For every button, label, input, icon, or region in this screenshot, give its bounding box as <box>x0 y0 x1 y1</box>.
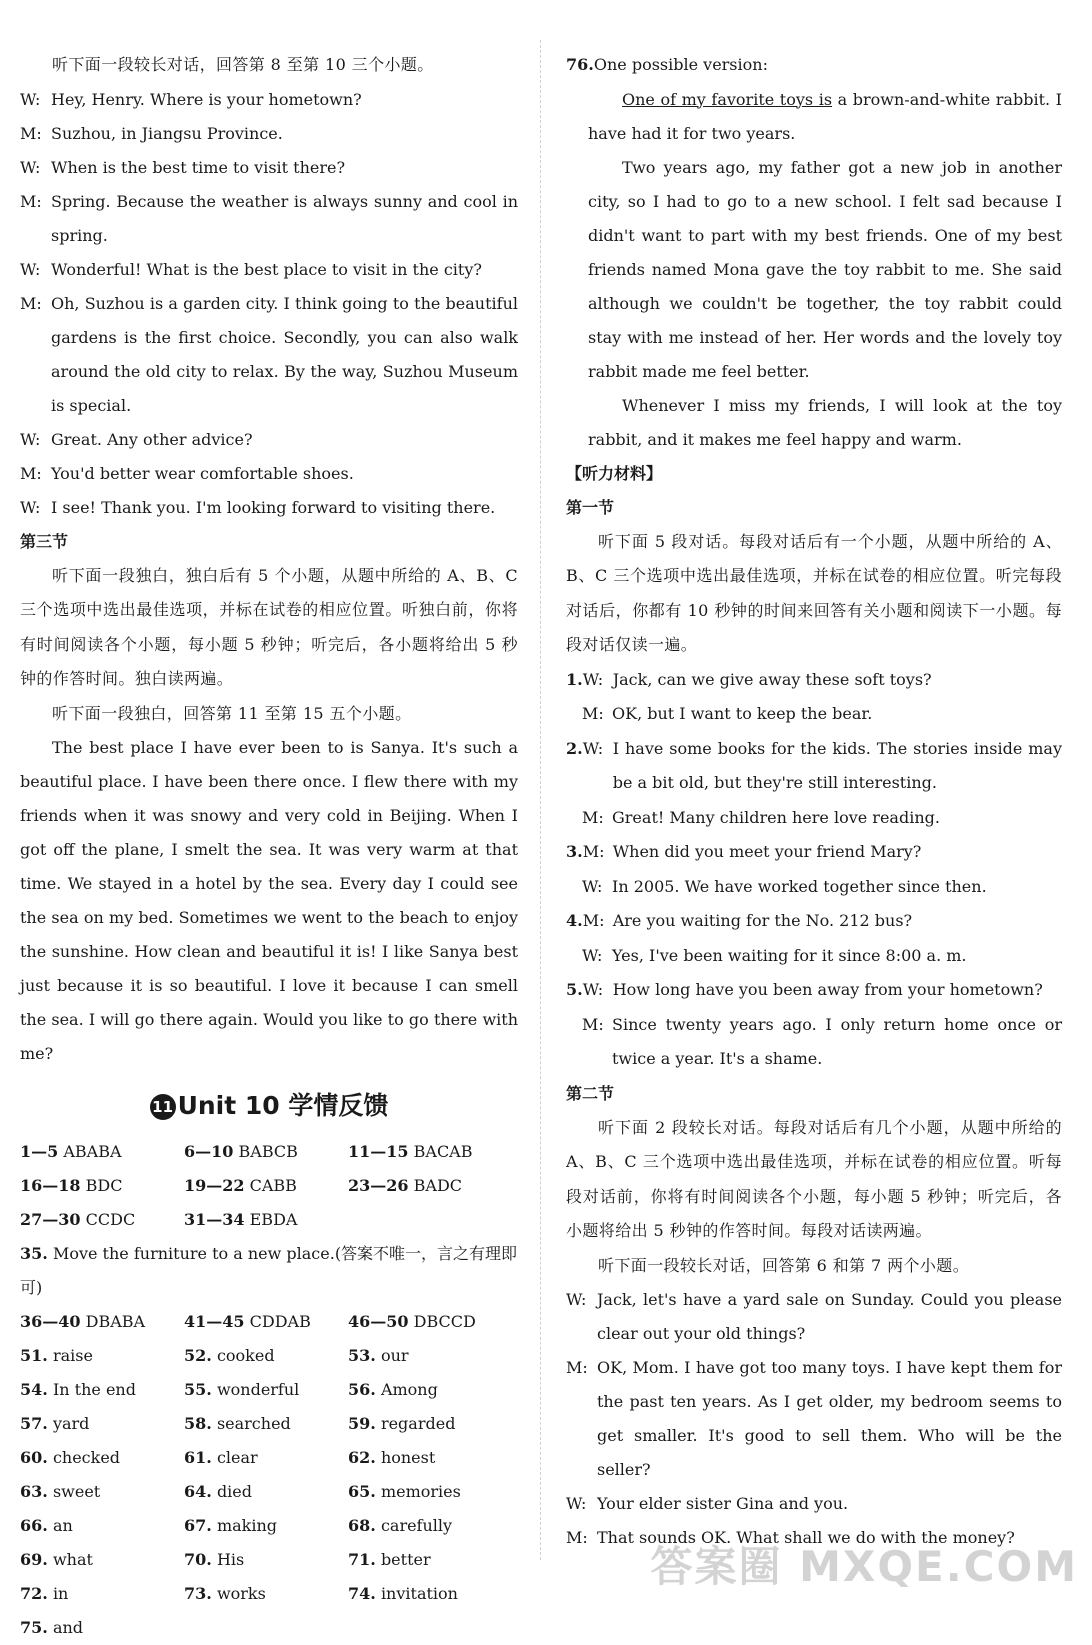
answer-number: 63. <box>20 1482 48 1501</box>
answer-value: wonderful <box>216 1380 300 1399</box>
answer-value: making <box>216 1516 278 1535</box>
dialogue-8-10 <box>20 83 518 525</box>
answer-value: invitation <box>380 1584 458 1603</box>
dialogue-6-7 <box>566 1283 1062 1555</box>
answer-value: His <box>216 1550 245 1569</box>
answer-number: 68. <box>348 1516 376 1535</box>
dialogue-number: 5. <box>566 980 583 999</box>
essay-paragraph-1: One of my favorite toys is a brown-and-white rabbit. I have had it for two years. <box>588 89 1062 143</box>
dialogue-line <box>20 457 518 491</box>
answer-number: 75. <box>20 1618 48 1637</box>
answer-number: 56. <box>348 1380 376 1399</box>
answer-number: 61. <box>184 1448 212 1467</box>
speaker-label: W: <box>566 1290 587 1309</box>
intro-11-15: 听下面一段独白，回答第 11 至第 15 五个小题。 <box>52 703 412 723</box>
answer-number: 41—45 <box>184 1312 245 1331</box>
answer-item <box>184 1407 348 1441</box>
answer-number: 46—50 <box>348 1312 409 1331</box>
right-column <box>566 48 1062 1555</box>
answer-value: yard <box>52 1414 90 1433</box>
essay-paragraph-3: Whenever I miss my friends, I will look at the toy rabbit, and it makes me feel happy and warm. <box>588 395 1062 449</box>
short-dialogue-line <box>566 870 1062 905</box>
answer-number: 58. <box>184 1414 212 1433</box>
dialogue-text: I see! Thank you. I'm looking forward to visiting there. <box>51 497 496 517</box>
answer-item <box>348 1135 518 1169</box>
short-dialogue-line <box>566 1008 1062 1077</box>
answer-item <box>348 1543 518 1577</box>
answer-value: memories <box>380 1482 461 1501</box>
answer-number: 1—5 <box>20 1142 59 1161</box>
answer-number: 6—10 <box>184 1142 234 1161</box>
dialogue-text: Suzhou, in Jiangsu Province. <box>51 123 283 143</box>
answer-number: 51. <box>20 1346 48 1365</box>
dialogue-text: I have some books for the kids. The stories inside may be a bit old, but they're still interesting. <box>612 738 1062 792</box>
unit-number-badge: 11 <box>150 1094 176 1120</box>
answer-number: 70. <box>184 1550 212 1569</box>
dialogue-line <box>566 1283 1062 1351</box>
answer-item <box>184 1441 348 1475</box>
short-dialogue-line <box>566 904 1062 939</box>
dialogue-text: Great! Many children here love reading. <box>612 807 940 827</box>
answer-item <box>348 1611 518 1645</box>
answer-number: 66. <box>20 1516 48 1535</box>
answer-value: died <box>216 1482 253 1501</box>
dialogue-line <box>20 253 518 287</box>
dialogue-text: That sounds OK. What shall we do with the money? <box>597 1528 1015 1547</box>
answer-value: DBCCD <box>413 1312 476 1331</box>
answer-value: what <box>52 1550 93 1569</box>
monologue-text: The best place I have ever been to is Sanya. It's such a beautiful place. I have been there once. I flew there with my friends when it was snowy and very cold in Beijing. When I got off the plane, I smelt the sea. It was very warm at that time. We stayed in a hotel by the sea. Every day I could see the sea on my bed. Sometimes we went to the beach to enjoy the sunshine. How clean and beautiful it is! I like Sanya best just because it is so beautiful. I love it because I can smell the sea. I will go there again. Would you like to go there with me? <box>20 738 518 1063</box>
speaker-label: W: <box>582 876 603 896</box>
answer-item <box>20 1407 184 1441</box>
dialogue-text: When is the best time to visit there? <box>51 157 346 177</box>
essay-underlined-phrase: One of my favorite toys is <box>622 89 833 109</box>
answer-item <box>184 1509 348 1543</box>
dialogue-line <box>20 287 518 423</box>
answer-number: 57. <box>20 1414 48 1433</box>
speaker-label: M: <box>582 1014 604 1034</box>
answer-value: DBABA <box>85 1312 146 1331</box>
answer-value: In the end <box>52 1380 136 1399</box>
answer-number: 62. <box>348 1448 376 1467</box>
answer-item <box>20 1169 184 1203</box>
intro-6-7: 听下面一段较长对话，回答第 6 和第 7 两个小题。 <box>598 1255 970 1275</box>
answer-value: CABB <box>249 1176 297 1195</box>
answer-item <box>348 1169 518 1203</box>
answer-number: 60. <box>20 1448 48 1467</box>
answer-value: clear <box>216 1448 258 1467</box>
speaker-label: W: <box>20 157 41 177</box>
essay-paragraph-2: Two years ago, my father got a new job in another city, so I had to go to a new school. I felt sad because I didn't want to part with my best friends. One of my best friends named Mona gave the toy rabbit to me. She said although we couldn't be together, the toy rabbit could stay with me instead of her. Her words and the lovely toy rabbit made me feel better. <box>588 157 1062 381</box>
answer-value: sweet <box>52 1482 101 1501</box>
short-dialogue-line <box>566 939 1062 974</box>
speaker-label: M: <box>566 1358 588 1377</box>
short-dialogues <box>566 663 1062 1077</box>
answer-value: honest <box>380 1448 436 1467</box>
answer-item <box>20 1577 184 1611</box>
speaker-label: M: <box>582 807 604 827</box>
answer-number: 23—26 <box>348 1176 409 1195</box>
answer-item <box>184 1611 348 1645</box>
answer-item <box>348 1203 518 1237</box>
listening-material-title: 【听力材料】 <box>566 463 663 483</box>
dialogue-text: Yes, I've been waiting for it since 8:00 a. m. <box>612 945 967 965</box>
answer-grid-1-34 <box>20 1135 518 1237</box>
answer-value: searched <box>216 1414 291 1433</box>
answer-value: and <box>52 1618 84 1637</box>
speaker-label: W: <box>582 738 604 758</box>
speaker-label: M: <box>582 911 605 930</box>
unit-heading <box>20 1089 518 1123</box>
answer-value: BADC <box>413 1176 463 1195</box>
speaker-label: M: <box>20 293 42 313</box>
section1-instructions: 听下面 5 段对话。每段对话后有一个小题，从题中所给的 A、B、C 三个选项中选出最佳选项，并标在试卷的相应位置。听完每段对话后，你都有 10 秒钟的时间来回答有关小题和阅读下一小题。每段对话仅读一遍。 <box>566 531 1062 654</box>
speaker-label: W: <box>20 497 41 517</box>
dialogue-text: How long have you been away from your hometown? <box>612 980 1043 999</box>
short-dialogue-line <box>566 732 1062 801</box>
answer-number: 16—18 <box>20 1176 81 1195</box>
answer-value: checked <box>52 1448 121 1467</box>
answer-item <box>184 1169 348 1203</box>
dialogue-text: Oh, Suzhou is a garden city. I think going to the beautiful gardens is the first choice. Secondly, you can also walk around the old city to relax. By the way, Suzhou Museum is special. <box>51 293 518 415</box>
section3-title: 第三节 <box>20 531 69 551</box>
short-dialogue-line <box>566 663 1062 698</box>
section1-title: 第一节 <box>566 497 615 517</box>
dialogue-line <box>20 491 518 525</box>
speaker-label: M: <box>582 842 605 861</box>
answer-value: CDDAB <box>249 1312 311 1331</box>
answer-item <box>20 1203 184 1237</box>
speaker-label: W: <box>582 945 603 965</box>
answer-value: carefully <box>380 1516 453 1535</box>
dialogue-text: When did you meet your friend Mary? <box>612 842 922 861</box>
answer-value: in <box>52 1584 69 1603</box>
speaker-label: W: <box>20 89 41 109</box>
answer-item <box>20 1611 184 1645</box>
answer-number: 72. <box>20 1584 48 1603</box>
answer-number: 65. <box>348 1482 376 1501</box>
speaker-label: M: <box>20 191 42 211</box>
dialogue-text: Since twenty years ago. I only return home once or twice a year. It's a shame. <box>612 1014 1062 1068</box>
answer-number: 19—22 <box>184 1176 245 1195</box>
answer-value: Among <box>380 1380 438 1399</box>
answer-value: better <box>380 1550 431 1569</box>
dialogue-number: 3. <box>566 842 583 861</box>
answer-value: BABCB <box>238 1142 298 1161</box>
answer-number: 27—30 <box>20 1210 81 1229</box>
dialogue-line <box>566 1351 1062 1487</box>
dialogue-text: OK, but I want to keep the bear. <box>612 704 873 723</box>
answer-number: 53. <box>348 1346 376 1365</box>
dialogue-line <box>20 151 518 185</box>
speaker-label: W: <box>582 669 604 689</box>
short-dialogue-line <box>566 835 1062 870</box>
dialogue-text: OK, Mom. I have got too many toys. I have kept them for the past ten years. As I get older, my bedroom seems to get smaller. It's good to sell them. Who will be the seller? <box>597 1358 1062 1479</box>
answer-grid-36-75 <box>20 1305 518 1645</box>
answer-value: ABABA <box>63 1142 122 1161</box>
answer-item <box>20 1339 184 1373</box>
dialogue-text: Your elder sister Gina and you. <box>597 1494 849 1513</box>
answer-number: 52. <box>184 1346 212 1365</box>
answer-item <box>348 1305 518 1339</box>
dialogue-text: Jack, can we give away these soft toys? <box>612 669 932 689</box>
answer-number: 31—34 <box>184 1210 245 1229</box>
dialogue-line <box>566 1487 1062 1521</box>
answer-item <box>20 1135 184 1169</box>
answer-value: cooked <box>216 1346 275 1365</box>
section3-instructions: 听下面一段独白，独白后有 5 个小题，从题中所给的 A、B、C 三个选项中选出最佳选项，并标在试卷的相应位置。听独白前，你将有时间阅读各个小题，每小题 5 秒钟；听完后，各小题将给出 5 秒钟的作答时间。独白读两遍。 <box>20 565 518 688</box>
speaker-label: M: <box>582 704 604 723</box>
section2-instructions: 听下面 2 段较长对话。每段对话后有几个小题，从题中所给的 A、B、C 三个选项中选出最佳选项，并标在试卷的相应位置。听每段对话前，你将有时间阅读各个小题，每小题 5 秒钟；听完后，各小题将给出 5 秒钟的作答时间。每段对话读两遍。 <box>566 1117 1062 1240</box>
column-divider <box>540 40 541 1560</box>
dialogue-text: Jack, let's have a yard sale on Sunday. Could you please clear out your old things? <box>597 1290 1062 1343</box>
left-column <box>20 48 518 1645</box>
answer-item <box>348 1373 518 1407</box>
dialogue-line <box>20 185 518 253</box>
speaker-label: W: <box>582 980 604 999</box>
speaker-label: M: <box>566 1528 588 1547</box>
answer-item <box>184 1339 348 1373</box>
answer-value: BACAB <box>413 1142 473 1161</box>
answer-number: 69. <box>20 1550 48 1569</box>
answer-value: our <box>380 1346 409 1365</box>
answer-item <box>20 1509 184 1543</box>
answer-number: 73. <box>184 1584 212 1603</box>
answer-item <box>184 1135 348 1169</box>
answer-item <box>184 1577 348 1611</box>
answer-value: BDC <box>85 1176 123 1195</box>
speaker-label: M: <box>20 463 42 483</box>
answer-number: 67. <box>184 1516 212 1535</box>
answer-value: works <box>216 1584 266 1603</box>
speaker-label: W: <box>20 429 41 449</box>
answer-value: CCDC <box>85 1210 136 1229</box>
answer-number: 36—40 <box>20 1312 81 1331</box>
answer-35: 35. Move the furniture to a new place.(答案不唯一，言之有理即可) <box>20 1244 518 1297</box>
dialogue-text: Spring. Because the weather is always sunny and cool in spring. <box>51 191 518 245</box>
site-watermark: 答案圈 MXQE.COM <box>650 1542 1078 1591</box>
question-76-header: 76. One possible version: <box>566 55 768 74</box>
answer-item <box>184 1203 348 1237</box>
answer-item <box>348 1407 518 1441</box>
answer-item <box>348 1577 518 1611</box>
answer-number: 55. <box>184 1380 212 1399</box>
answer-number: 71. <box>348 1550 376 1569</box>
dialogue-number: 1. <box>566 669 583 689</box>
answer-number: 64. <box>184 1482 212 1501</box>
answer-item <box>20 1305 184 1339</box>
dialogue-text: Are you waiting for the No. 212 bus? <box>612 911 913 930</box>
answer-value: EBDA <box>249 1210 298 1229</box>
dialogue-text: Wonderful! What is the best place to visit in the city? <box>51 259 482 279</box>
answer-number: 11—15 <box>348 1142 409 1161</box>
answer-item <box>184 1305 348 1339</box>
answer-item <box>348 1441 518 1475</box>
answer-item <box>348 1509 518 1543</box>
dialogue-text: You'd better wear comfortable shoes. <box>51 463 354 483</box>
answer-value: an <box>52 1516 73 1535</box>
answer-item <box>348 1339 518 1373</box>
answer-item <box>20 1543 184 1577</box>
speaker-label: W: <box>566 1494 587 1513</box>
dialogue-line <box>20 117 518 151</box>
answer-number: 59. <box>348 1414 376 1433</box>
answer-item <box>184 1475 348 1509</box>
dialogue-text: Hey, Henry. Where is your hometown? <box>51 89 362 109</box>
answer-value: regarded <box>380 1414 456 1433</box>
answer-item <box>20 1373 184 1407</box>
speaker-label: M: <box>20 123 42 143</box>
dialogue-text: In 2005. We have worked together since then. <box>612 876 987 896</box>
dialogue-number: 2. <box>566 738 583 758</box>
answer-item <box>184 1543 348 1577</box>
intro-8-10: 听下面一段较长对话，回答第 8 至第 10 三个小题。 <box>52 55 434 74</box>
answer-number: 54. <box>20 1380 48 1399</box>
short-dialogue-line <box>566 697 1062 732</box>
answer-item <box>20 1441 184 1475</box>
answer-item <box>20 1475 184 1509</box>
dialogue-line <box>20 83 518 117</box>
dialogue-number: 4. <box>566 911 583 930</box>
unit-title-text: Unit 10 学情反馈 <box>177 1091 389 1120</box>
dialogue-line <box>20 423 518 457</box>
answer-item <box>348 1475 518 1509</box>
answer-number: 74. <box>348 1584 376 1603</box>
section2-title: 第二节 <box>566 1083 615 1103</box>
short-dialogue-line <box>566 973 1062 1008</box>
speaker-label: W: <box>20 259 41 279</box>
answer-value: raise <box>52 1346 93 1365</box>
dialogue-text: Great. Any other advice? <box>51 429 253 449</box>
short-dialogue-line <box>566 801 1062 836</box>
answer-item <box>184 1373 348 1407</box>
